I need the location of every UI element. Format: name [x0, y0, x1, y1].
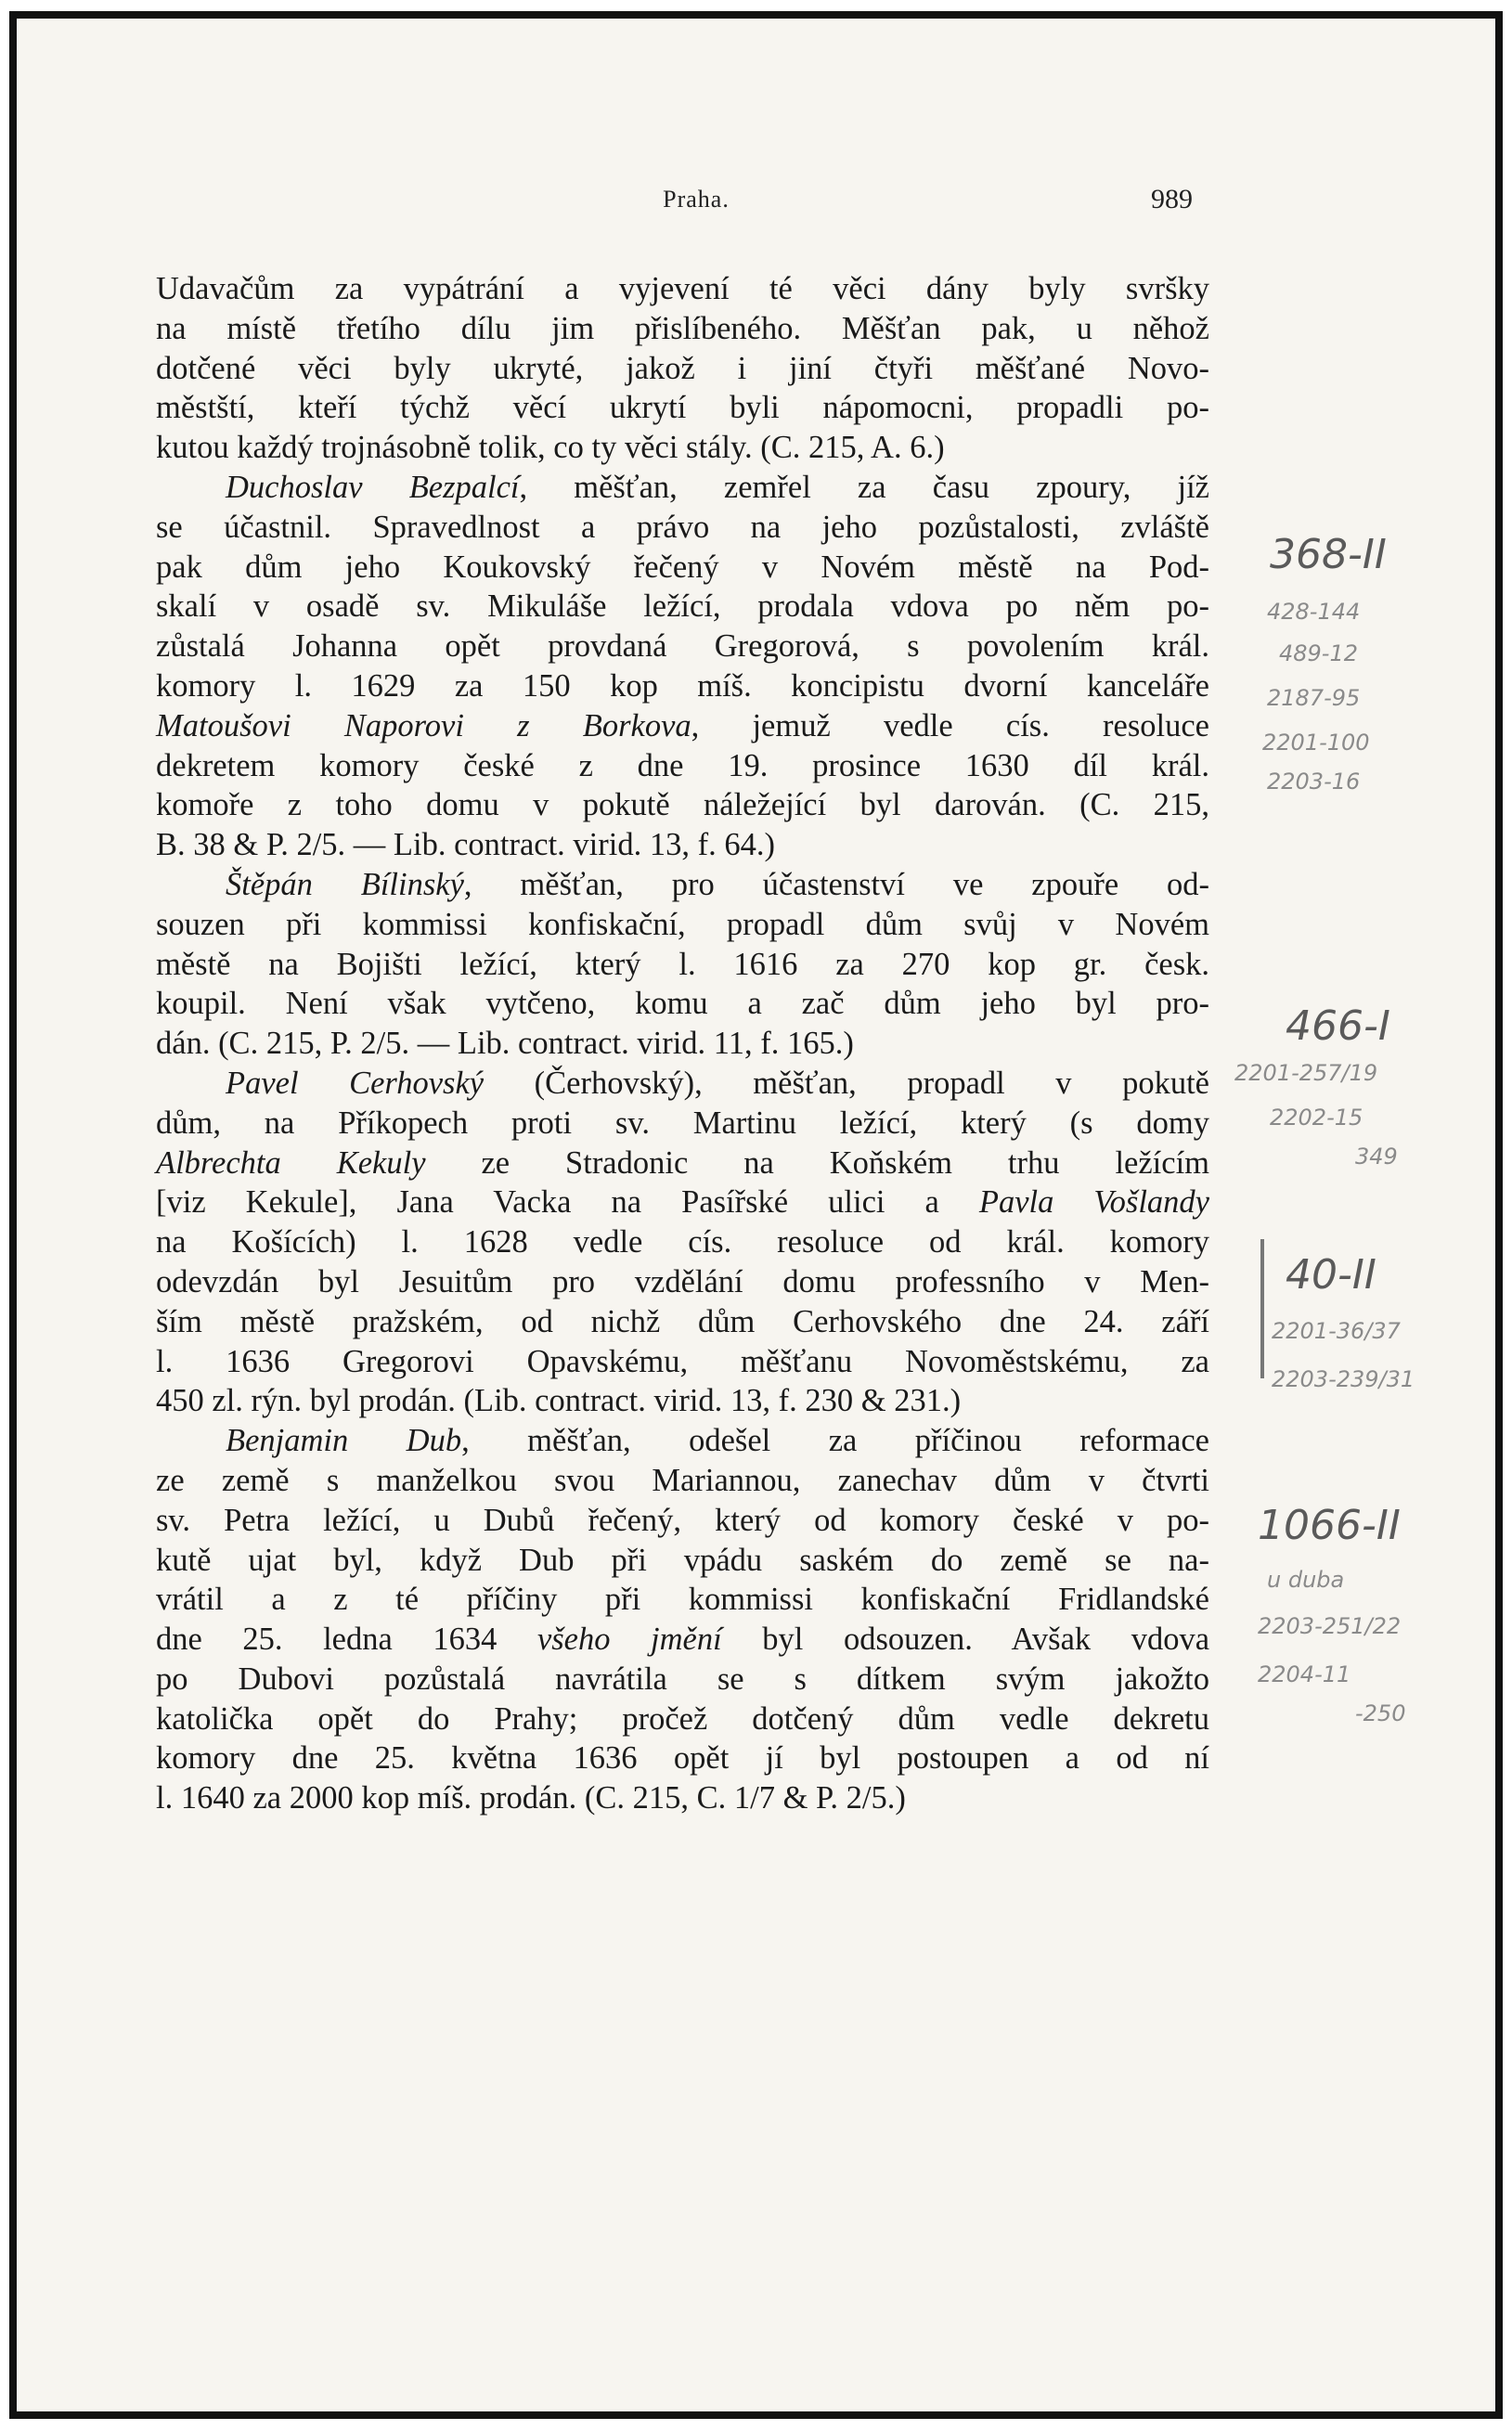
margin-note: 368-II — [1270, 531, 1387, 578]
running-head: Praha. — [663, 186, 730, 213]
text-line: městští, kteří týchž věcí ukrytí byli nápomocni, propadli po- — [156, 390, 1209, 426]
margin-note: u duba — [1267, 1567, 1345, 1593]
text-line: souzen při kommissi konfiskační, propadl dům svůj v Novém — [156, 906, 1209, 942]
text-line: Albrechta Kekuly ze Stradonic na Koňském trhu ležícím — [156, 1144, 1209, 1181]
text-line: po Dubovi pozůstalá navrátila se s dítkem svým jakožto — [156, 1661, 1209, 1697]
text-line: městě na Bojišti ležící, který l. 1616 za 270 kop gr. česk. — [156, 946, 1209, 982]
text-line: ším městě pražském, od nichž dům Cerhovského dne 24. září — [156, 1303, 1209, 1339]
margin-note: 2204-11 — [1258, 1661, 1351, 1687]
body-text — [156, 269, 1209, 1818]
text-line: komory dne 25. května 1636 opět jí byl postoupen a od ní — [156, 1740, 1209, 1777]
text-line: vrátil a z té příčiny při kommissi konfiskační Fridlandské — [156, 1582, 1209, 1618]
text-line: kutou každý trojnásobně tolik, co ty věci stály. (C. 215, A. 6.) — [156, 430, 945, 466]
entry-first-line: Štěpán Bílinský, měšťan, pro účastenství ve zpouře od- — [226, 866, 1210, 902]
text-line: 450 zl. rýn. byl prodán. (Lib. contract. virid. 13, f. 230 & 231.) — [156, 1383, 962, 1419]
text-line: Udavačům za vypátrání a vyjevení té věci dány byly svršky — [156, 271, 1209, 306]
entry-first-line: Pavel Cerhovský (Čerhovský), měšťan, propadl v pokutě — [226, 1065, 1209, 1101]
margin-bracket — [1260, 1239, 1264, 1378]
text-line: l. 1640 za 2000 kop míš. prodán. (C. 215, C. 1/7 & P. 2/5.) — [156, 1780, 906, 1816]
text-line: se účastnil. Spravedlnost a právo na jeho pozůstalosti, zvláště — [156, 509, 1209, 545]
margin-note: 428-144 — [1267, 599, 1361, 625]
text-line: l. 1636 Gregorovi Opavskému, měšťanu Novoměstskému, za — [156, 1343, 1209, 1379]
text-line: dán. (C. 215, P. 2/5. — Lib. contract. virid. 11, f. 165.) — [156, 1026, 854, 1062]
entry-first-line: Benjamin Dub, měšťan, odešel za příčinou reformace — [226, 1423, 1209, 1459]
text-line: B. 38 & P. 2/5. — Lib. contract. virid. 13, f. 64.) — [156, 827, 775, 863]
margin-note: 2203-16 — [1267, 769, 1361, 795]
text-line: skalí v osadě sv. Mikuláše ležící, prodala vdova po něm po- — [156, 588, 1209, 625]
text-line: koupil. Není však vytčeno, komu a zač dům jeho byl pro- — [156, 986, 1209, 1022]
text-line: sv. Petra ležící, u Dubů řečený, který od komory české v po- — [156, 1502, 1209, 1538]
margin-note: 2201-100 — [1262, 730, 1370, 756]
margin-note: -250 — [1355, 1700, 1406, 1726]
margin-note: 40-II — [1286, 1251, 1376, 1299]
text-line: [viz Kekule], Jana Vacka na Pasířské ulici a Pavla Vošlandy — [156, 1184, 1209, 1221]
text-line: dekretem komory české z dne 19. prosince 1630 díl král. — [156, 747, 1209, 783]
text-line: katolička opět do Prahy; pročež dotčený dům vedle dekretu — [156, 1700, 1209, 1737]
page-number: 989 — [1151, 184, 1193, 214]
margin-note: 2202-15 — [1270, 1105, 1363, 1131]
text-line: na Košících) l. 1628 vedle cís. resoluce od král. komory — [156, 1224, 1209, 1260]
text-line: komory l. 1629 za 150 kop míš. koncipistu dvorní kanceláře — [156, 667, 1209, 704]
text-line: ze země s manželkou svou Mariannou, zanechav dům v čtvrti — [156, 1462, 1209, 1498]
text-line: dům, na Příkopech proti sv. Martinu ležící, který (s domy — [156, 1105, 1209, 1141]
text-line: kutě ujat byl, když Dub při vpádu saském do země se na- — [156, 1542, 1209, 1578]
margin-note: 2201-257/19 — [1234, 1060, 1378, 1086]
margin-note: 2187-95 — [1267, 685, 1361, 711]
text-line: Matoušovi Naporovi z Borkova, jemuž vedle cís. resoluce — [156, 707, 1209, 743]
margin-note: 2201-36/37 — [1272, 1318, 1401, 1344]
margin-note: 1066-II — [1258, 1502, 1401, 1549]
margin-note: 2203-239/31 — [1272, 1366, 1415, 1392]
text-line: pak dům jeho Koukovský řečený v Novém městě na Pod- — [156, 549, 1209, 585]
margin-note: 489-12 — [1279, 640, 1359, 666]
margin-note: 2203-251/22 — [1258, 1613, 1402, 1639]
text-line: na místě třetího dílu jim přislíbeného. Měšťan pak, u něhož — [156, 310, 1209, 346]
margin-note: 349 — [1355, 1144, 1398, 1170]
text-line: zůstalá Johanna opět provdaná Gregorová, s povolením král. — [156, 628, 1209, 665]
text-line: dne 25. ledna 1634 všeho jmění byl odsouzen. Avšak vdova — [156, 1622, 1210, 1658]
text-line: dotčené věci byly ukryté, jakož i jiní čtyři měšťané Novo- — [156, 350, 1209, 386]
text-line: odevzdán byl Jesuitům pro vzdělání domu professního v Men- — [156, 1263, 1209, 1299]
margin-note: 466-I — [1286, 1002, 1390, 1050]
entry-first-line: Duchoslav Bezpalcí, měšťan, zemřel za času zpoury, jíž — [226, 469, 1209, 505]
text-line: komoře z toho domu v pokutě náležející byl darován. (C. 215, — [156, 787, 1209, 823]
